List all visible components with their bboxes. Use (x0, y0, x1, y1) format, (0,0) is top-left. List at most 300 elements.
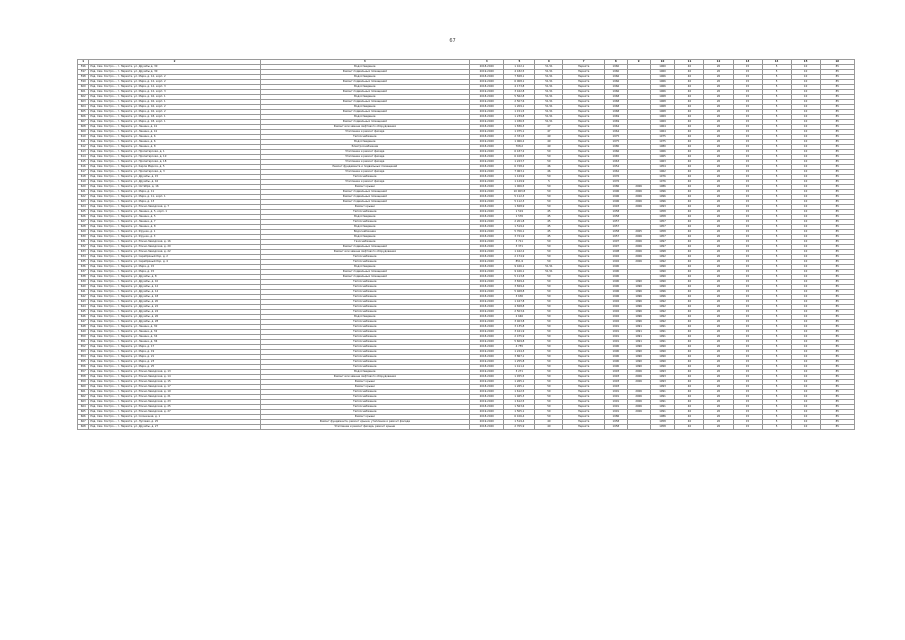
table-cell: 10 (791, 200, 820, 205)
table-cell: 1991 (604, 340, 627, 345)
table-cell: 1997 (604, 245, 627, 250)
table-cell: 10 (791, 410, 820, 415)
table-cell: 1963 (604, 160, 627, 165)
table-cell: 15 (733, 155, 762, 160)
table-cell: 1990 (650, 345, 675, 350)
table-cell: 45 (535, 230, 563, 235)
table-cell: 20 (704, 70, 733, 75)
table-cell: Ряд. Сам. Костро..., г. Нерехта, ул. Южно-Заводская, д. 14 (89, 375, 260, 380)
table-cell: 40 (675, 135, 704, 140)
table-cell: Нерехта (563, 235, 604, 240)
table-cell: 40 (535, 425, 563, 430)
table-cell: 1990 (627, 365, 650, 370)
table-cell: 10 (791, 425, 820, 430)
table-cell: 2006 (627, 370, 650, 375)
table-cell: Теплоснабжение (260, 405, 470, 410)
table-cell: 1996 (604, 290, 627, 295)
table-cell: 40 (675, 305, 704, 310)
table-cell: Водоснабжение (260, 230, 470, 235)
table-cell: 1996 (627, 315, 650, 320)
table-cell: 20 (704, 260, 733, 265)
table-cell: Нерехта (563, 75, 604, 80)
table-cell: Нерехта (563, 320, 604, 325)
table-row (78, 425, 855, 430)
table-cell: Нерехта (563, 310, 604, 315)
table-cell: 3 271 (504, 370, 535, 375)
table-cell: Теплоснабжение (260, 210, 470, 215)
table-cell: 50 (535, 390, 563, 395)
table-cell: Ремонт крыши (260, 385, 470, 390)
table-cell: 9 426,1 (504, 265, 535, 270)
table-cell: 5 (762, 370, 791, 375)
table-cell: 5 (762, 215, 791, 220)
table-cell: 20 (704, 365, 733, 370)
table-cell: Теплоснабжение (260, 135, 470, 140)
table-cell: 10 (791, 310, 820, 315)
table-cell: 40 (675, 255, 704, 260)
table-cell: 664 (78, 405, 89, 410)
table-cell: 10 (791, 155, 820, 160)
table-cell: Теплоснабжение (260, 355, 470, 360)
table-cell: 10 (791, 170, 820, 175)
table-cell: 85 (820, 290, 854, 295)
table-cell: 15 (733, 280, 762, 285)
table-cell: Теплоснабжение (260, 390, 470, 395)
table-cell: 2019-2020 (470, 320, 504, 325)
table-cell: 3 630 (504, 295, 535, 300)
table-cell: 1992 (604, 255, 627, 260)
table-cell: Ряд. Сам. Костро..., г. Нерехта, ул. Пролетарская, д. 1 (89, 150, 260, 155)
table-cell: 20 (704, 165, 733, 170)
table-cell: Ряд. Сам. Костро..., г. Нерехта, ул. Мира, д. 18, корп. 1 (89, 120, 260, 125)
table-cell: 40 (675, 410, 704, 415)
table-cell: 612 (78, 145, 89, 150)
table-cell: 1996 (627, 290, 650, 295)
table-cell: 5 (762, 130, 791, 135)
table-cell: 1993 (604, 385, 627, 390)
table-cell: 2018-2020 (470, 355, 504, 360)
table-cell: 10 (791, 120, 820, 125)
column-header: 8 (604, 60, 627, 65)
table-cell: 85 (820, 375, 854, 380)
table-cell: 1964 (650, 130, 675, 135)
table-cell: 5 (762, 100, 791, 105)
table-cell: 46 (535, 170, 563, 175)
table-cell: 50 (535, 195, 563, 200)
table-cell: 40 (675, 85, 704, 90)
table-cell: Ряд. Сам. Костро..., г. Нерехта, ул. Дружбы, д. 24 (89, 310, 260, 315)
table-cell: 50 (535, 200, 563, 205)
table-cell: 5 706,1 (504, 230, 535, 235)
table-cell: 40 (675, 425, 704, 430)
table-cell: 5 (762, 135, 791, 140)
table-cell: 85 (820, 135, 854, 140)
table-cell: 2 331,5 (504, 135, 535, 140)
table-cell: Теплоснабжение (260, 345, 470, 350)
table-cell: 1996 (627, 320, 650, 325)
table-cell: 85 (820, 190, 854, 195)
table-cell: 1990 (604, 280, 627, 285)
table-cell: 20 (704, 340, 733, 345)
table-cell: 3 161,9 (504, 330, 535, 335)
table-cell: 10 (791, 415, 820, 420)
table-cell: 50 (535, 400, 563, 405)
table-cell: Нерехта (563, 300, 604, 305)
table-cell: Ремонт фундамента и подвальных помещений (260, 165, 470, 170)
table-cell: 85 (820, 310, 854, 315)
table-cell: 1958 (604, 230, 627, 235)
table-cell: 85 (820, 330, 854, 335)
table-cell: 5 (762, 160, 791, 165)
table-cell: Нерехта (563, 385, 604, 390)
table-cell: 4 173,8 (504, 85, 535, 90)
table-cell: 2018-2020 (470, 195, 504, 200)
table-cell: 1 519 (504, 210, 535, 215)
table-cell: 619 (78, 180, 89, 185)
table-cell: 1992 (650, 310, 675, 315)
table-cell: 20 (704, 75, 733, 80)
table-cell: 1992 (650, 305, 675, 310)
table-cell: 635 (78, 260, 89, 265)
table-cell: 5 (762, 280, 791, 285)
table-cell: 1991 (650, 390, 675, 395)
table-cell: 85 (820, 145, 854, 150)
table-cell: 10 (791, 190, 820, 195)
table-cell: 2019-2020 (470, 160, 504, 165)
table-cell: 15 (733, 355, 762, 360)
table-cell: Нерехта (563, 150, 604, 155)
table-cell: 1980 (604, 145, 627, 150)
table-cell: 1 265,1 (504, 385, 535, 390)
table-cell: 2018-2020 (470, 95, 504, 100)
table-cell: 10 (791, 95, 820, 100)
table-cell: 602 (78, 95, 89, 100)
table-cell: 1957 (650, 225, 675, 230)
table-cell: 10 (791, 205, 820, 210)
table-cell: Ряд. Сам. Костро..., г. Нерехта, ул. Дружбы д. 30 (89, 65, 260, 70)
table-cell: 5 (762, 250, 791, 255)
table-cell: 2018-2020 (470, 265, 504, 270)
table-cell: Теплоснабжение (260, 400, 470, 405)
table-cell: Газоснабжение (260, 240, 470, 245)
table-cell: 85 (820, 90, 854, 95)
table-cell: 20 (704, 410, 733, 415)
table-cell: 20 (704, 360, 733, 365)
table-cell: Ряд. Сам. Костро..., г. Нерехта, ул. Пролетарская, д. 18 (89, 160, 260, 165)
table-cell: 2 174,9 (504, 255, 535, 260)
table-cell: 1966 (604, 90, 627, 95)
table-cell: 10 (791, 325, 820, 330)
table-cell: 15 (733, 290, 762, 295)
table-cell: 1990 (650, 365, 675, 370)
table-cell: 1962 (604, 170, 627, 175)
table-cell: 2006 (627, 380, 650, 385)
table-cell: 10 (791, 130, 820, 135)
table-cell: 1 167,8 (504, 300, 535, 305)
column-header: 5 (504, 60, 535, 65)
table-cell: 629 (78, 230, 89, 235)
table-cell: 2006 (627, 255, 650, 260)
table-cell: 15 (733, 250, 762, 255)
table-cell: Ряд. Сам. Костро..., г. Нерехта, ул. Фрунзе, д. 3 (89, 235, 260, 240)
table-cell: 631 (78, 240, 89, 245)
table-cell: 10 (791, 80, 820, 85)
table-cell: 10 (791, 135, 820, 140)
table-cell: 2018-2020 (470, 405, 504, 410)
table-cell: Теплоснабжение (260, 325, 470, 330)
table-cell: 1 519,2 (504, 225, 535, 230)
table-cell: 40 (675, 395, 704, 400)
table-cell: 40 (675, 145, 704, 150)
table-cell: 1996 (604, 295, 627, 300)
table-cell: 616 (78, 165, 89, 170)
table-cell: 40 (675, 325, 704, 330)
table-cell: 1 209,1 (504, 105, 535, 110)
table-cell: Ряд. Сам. Костро..., г. Нерехта, ул. Ленина, д. 7 (89, 220, 260, 225)
table-cell: 1 223,7 (504, 160, 535, 165)
table-cell: 599 (78, 80, 89, 85)
table-cell: Нерехта (563, 85, 604, 90)
table-cell: 1958 (650, 210, 675, 215)
table-cell: 2018-2020 (470, 275, 504, 280)
table-cell: 10 (791, 285, 820, 290)
table-cell: 47 (535, 130, 563, 135)
table-cell: 40 (675, 80, 704, 85)
table-cell: 2019-2020 (470, 280, 504, 285)
table-cell: 1964 (604, 130, 627, 135)
table-cell: 1966 (604, 85, 627, 90)
table-cell: 1968 (604, 105, 627, 110)
table-cell: 50 (535, 275, 563, 280)
table-cell: 4 828,8 (504, 305, 535, 310)
table-cell: 1968 (650, 110, 675, 115)
table-cell: Ремонт крыши (260, 185, 470, 190)
table-cell: 10 (791, 175, 820, 180)
table-cell: 50 (535, 185, 563, 190)
table-cell: 10 (791, 195, 820, 200)
table-cell: Нерехта (563, 305, 604, 310)
table-cell: 5 (762, 380, 791, 385)
table-cell: 50 (535, 285, 563, 290)
table-cell: 20 (704, 150, 733, 155)
column-header: 1 (78, 60, 89, 65)
table-cell: 1954 (650, 165, 675, 170)
table-cell: 1996 (650, 295, 675, 300)
table-cell: Ряд. Сам. Костро..., г. Нерехта, ул. Дружбы, д. 14 (89, 290, 260, 295)
table-cell: 85 (820, 265, 854, 270)
table-cell: 10 (791, 75, 820, 80)
table-cell: 50 (535, 205, 563, 210)
table-cell: 5 (762, 260, 791, 265)
table-cell: 20 (704, 95, 733, 100)
table-cell: 2018-2020 (470, 305, 504, 310)
table-cell: 5 (762, 180, 791, 185)
table-cell: 15 (733, 395, 762, 400)
table-cell: Нерехта (563, 415, 604, 420)
table-cell: 85 (820, 220, 854, 225)
table-cell: 15 (733, 220, 762, 225)
table-cell: 1976 (604, 180, 627, 185)
table-cell: 650 (78, 335, 89, 340)
table-cell: 1 255,8 (504, 360, 535, 365)
table-cell: 50 (535, 155, 563, 160)
table-cell: 50 (535, 325, 563, 330)
table-cell: 1 576 (504, 215, 535, 220)
table-cell: 50 (535, 260, 563, 265)
table-cell: 15 (733, 95, 762, 100)
table-cell: 1990 (650, 275, 675, 280)
table-cell: 40 (675, 125, 704, 130)
table-cell: 632 (78, 245, 89, 250)
table-cell: 1 224,3 (504, 350, 535, 355)
table-cell: 1990 (604, 355, 627, 360)
table-cell: Ремонт подвальных помещений (260, 90, 470, 95)
table-cell: 40 (675, 195, 704, 200)
table-cell: 15 (733, 125, 762, 130)
table-cell: Водоотведение (260, 225, 470, 230)
table-cell: Нерехта (563, 170, 604, 175)
table-cell: Нерехта (563, 390, 604, 395)
table-cell: 4 755 (504, 345, 535, 350)
table-cell: 1991 (604, 395, 627, 400)
table-cell: 1976 (650, 175, 675, 180)
table-cell: 15 (733, 265, 762, 270)
table-cell: Нерехта (563, 105, 604, 110)
table-cell: Нерехта (563, 360, 604, 365)
repair-schedule-table (77, 59, 855, 430)
table-cell: Нерехта (563, 90, 604, 95)
table-cell: Ряд. Сам. Костро..., г. Нерехта, ул. Южно-Заводская, д. 19 (89, 390, 260, 395)
table-cell: 15 (733, 150, 762, 155)
table-cell: 2006 (627, 390, 650, 395)
table-cell: 5 562,8 (504, 95, 535, 100)
table-cell: 1990 (604, 275, 627, 280)
table-cell: 50 (535, 395, 563, 400)
table-cell: 1968 (604, 110, 627, 115)
table-cell: 45 (535, 215, 563, 220)
table-cell: 1996 (627, 300, 650, 305)
table-cell: 51,51 (535, 75, 563, 80)
table-cell: Водоотведение (260, 95, 470, 100)
table-cell: 20 (704, 395, 733, 400)
table-cell: 15 (733, 140, 762, 145)
table-cell: 10 (791, 180, 820, 185)
table-cell: 1992 (650, 320, 675, 325)
table-cell: 10 (791, 165, 820, 170)
table-cell: 85 (820, 110, 854, 115)
table-cell: 2019-2020 (470, 170, 504, 175)
table-cell: Ряд. Сам. Костро..., г. Нерехта, ул. Мира, д. 12, корп. 2 (89, 80, 260, 85)
table-cell: 20 (704, 320, 733, 325)
table-cell: 2018-2020 (470, 285, 504, 290)
table-cell: 1 129,9 (504, 175, 535, 180)
table-cell: 85 (820, 385, 854, 390)
table-cell: 20 (704, 335, 733, 340)
table-cell: 5 (762, 420, 791, 425)
table-cell: Нерехта (563, 280, 604, 285)
table-cell: 2 475,9 (504, 335, 535, 340)
table-cell: 5 (762, 275, 791, 280)
table-cell: Нерехта (563, 180, 604, 185)
table-cell: 85 (820, 105, 854, 110)
table-cell: 2006 (627, 190, 650, 195)
table-cell: 1960 (650, 70, 675, 75)
table-cell: Нерехта (563, 95, 604, 100)
table-cell: 1 411,2 (504, 365, 535, 370)
table-cell: 10 (791, 145, 820, 150)
column-header: 16 (820, 60, 854, 65)
table-cell: 2018-2020 (470, 315, 504, 320)
table-cell: 20 (704, 280, 733, 285)
table-cell: 2006 (627, 245, 650, 250)
table-cell: 5 (762, 395, 791, 400)
table-cell: 50 (535, 410, 563, 415)
table-cell: 15 (733, 420, 762, 425)
table-cell: 20 (704, 375, 733, 380)
table-cell: 40 (535, 420, 563, 425)
table-cell: Водоотведение (260, 105, 470, 110)
table-cell: 40 (675, 190, 704, 195)
table-cell: Нерехта (563, 185, 604, 190)
table-cell: 15 (733, 80, 762, 85)
table-cell: 611 (78, 140, 89, 145)
table-cell: 40 (675, 120, 704, 125)
table-cell: 85 (820, 415, 854, 420)
table-cell: 10 (791, 280, 820, 285)
table-cell: 40 (675, 360, 704, 365)
column-header: 11 (675, 60, 704, 65)
table-cell: 1969 (604, 115, 627, 120)
table-cell: 10 (791, 345, 820, 350)
table-cell: Ряд. Сам. Костро..., г. Нерехта, ул. Южно-Заводская, д. 27 (89, 410, 260, 415)
table-cell: 45 (535, 235, 563, 240)
table-cell: 1964 (650, 125, 675, 130)
table-cell: 85 (820, 150, 854, 155)
table-cell: 85 (820, 360, 854, 365)
table-cell: 5 (762, 255, 791, 260)
table-cell: 10 (791, 350, 820, 355)
table-cell: 40 (675, 180, 704, 185)
table-cell: 85 (820, 280, 854, 285)
table-cell: 1957 (650, 220, 675, 225)
table-cell: 15 (733, 245, 762, 250)
table-cell: 5 113,8 (504, 275, 535, 280)
table-cell: 2018-2020 (470, 335, 504, 340)
table-cell: 617 (78, 170, 89, 175)
table-cell: 1957 (604, 220, 627, 225)
table-cell: 1991 (650, 395, 675, 400)
table-cell: 1990 (650, 350, 675, 355)
table-cell: 1958 (650, 420, 675, 425)
table-cell: 2018-2020 (470, 165, 504, 170)
page-number: 67 (449, 38, 456, 44)
table-cell: 15 (733, 315, 762, 320)
table-cell: 1957 (650, 235, 675, 240)
table-cell: 40 (675, 240, 704, 245)
table-cell: 10 (791, 260, 820, 265)
table-cell: 2 503,6 (504, 310, 535, 315)
table-cell: Ряд. Сам. Костро..., г. Нерехта, ул. Южно-Заводская, д. 20 (89, 245, 260, 250)
table-cell: 609 (78, 130, 89, 135)
table-cell: 20 (704, 215, 733, 220)
table-cell: 603 (78, 100, 89, 105)
table-cell: 40 (675, 185, 704, 190)
table-cell: 20 (704, 105, 733, 110)
table-cell: 2006 (627, 375, 650, 380)
table-cell: 5 (762, 360, 791, 365)
table-cell: 40 (675, 370, 704, 375)
table-cell: 2019-2020 (470, 370, 504, 375)
